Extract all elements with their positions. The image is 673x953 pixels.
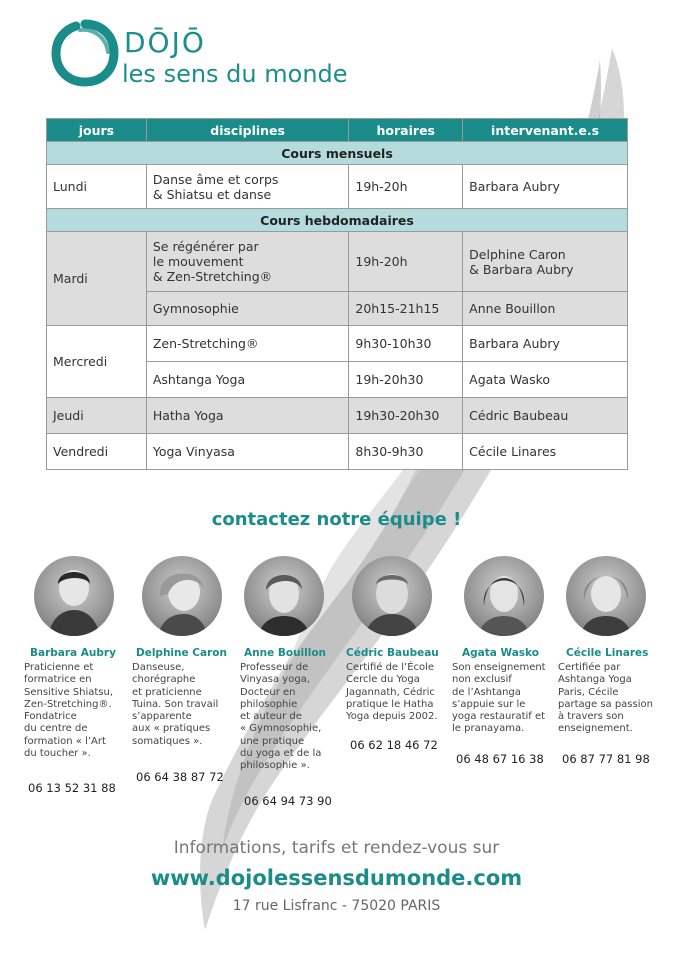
avatar bbox=[352, 556, 432, 636]
brand-title: DŌJŌ bbox=[124, 26, 206, 59]
discipline-line: Se régénérer par bbox=[152, 239, 259, 254]
bio-line: Tuina. Son travail bbox=[132, 698, 219, 710]
brand-logo bbox=[50, 18, 370, 98]
avatar bbox=[142, 556, 222, 636]
discipline-cell: Ashtanga Yoga bbox=[146, 362, 349, 398]
discipline-line: Danse âme et corps bbox=[152, 171, 279, 187]
teacher-cell: Barbara Aubry bbox=[463, 165, 628, 209]
member-bio bbox=[452, 662, 562, 736]
member-phone[interactable]: 06 64 38 87 72 bbox=[136, 770, 224, 784]
bio-line: Paris, Cécile bbox=[558, 686, 619, 698]
day-cell: Mardi bbox=[47, 232, 147, 326]
bio-line: formation « l’Art bbox=[24, 735, 106, 747]
avatar bbox=[34, 556, 114, 636]
day-cell: Lundi bbox=[47, 165, 147, 209]
member-name: Barbara Aubry bbox=[30, 647, 116, 659]
member-phone[interactable]: 06 48 67 16 38 bbox=[456, 752, 544, 766]
table-row bbox=[47, 434, 628, 470]
discipline-cell: Hatha Yoga bbox=[146, 398, 349, 434]
bio-line: Zen-Stretching®. bbox=[24, 698, 112, 710]
time-cell: 19h-20h30 bbox=[349, 362, 463, 398]
time-cell: 19h-20h bbox=[349, 165, 463, 209]
bio-line: Fondatrice bbox=[24, 711, 77, 723]
table-row bbox=[47, 326, 628, 362]
bio-line: Son enseignement bbox=[452, 662, 546, 673]
bio-line: somatiques ». bbox=[132, 735, 203, 747]
bio-line: philosophie bbox=[240, 698, 298, 710]
discipline-cell bbox=[146, 165, 349, 209]
section-row bbox=[47, 209, 628, 232]
bio-line: non exclusif bbox=[452, 674, 512, 686]
bio-line: Ashtanga Yoga bbox=[558, 674, 632, 686]
bio-line: le pranayama. bbox=[452, 723, 525, 735]
bio-line: à travers son bbox=[558, 711, 624, 723]
bio-line: Certifiée par bbox=[558, 662, 621, 673]
bio-line: chorégraphe bbox=[132, 674, 196, 686]
bio-line: s’apparente bbox=[132, 711, 192, 723]
bio-line: « Gymnosophie, bbox=[240, 723, 322, 735]
discipline-cell bbox=[146, 232, 349, 292]
member-name: Cécile Linares bbox=[566, 647, 649, 659]
section-weekly: Cours hebdomadaires bbox=[47, 209, 628, 232]
contact-heading: contactez notre équipe ! bbox=[211, 509, 462, 530]
bio-line: yoga restauratif et bbox=[452, 711, 546, 723]
member-name: Agata Wasko bbox=[462, 647, 539, 659]
discipline-cell: Zen-Stretching® bbox=[146, 326, 349, 362]
bio-line: Sensitive Shiatsu, bbox=[24, 686, 114, 698]
header-times: horaires bbox=[349, 119, 463, 142]
brand-subtitle: les sens du monde bbox=[122, 60, 348, 88]
info-line: Informations, tarifs et rendez-vous sur bbox=[173, 838, 500, 858]
discipline-line: & Shiatsu et danse bbox=[152, 186, 272, 202]
member-name: Cédric Baubeau bbox=[346, 647, 439, 659]
bio-line: du yoga et de la bbox=[240, 748, 322, 760]
member-phone[interactable]: 06 87 77 81 98 bbox=[562, 752, 650, 766]
discipline-line: le mouvement bbox=[152, 254, 244, 269]
bio-line: et auteur de bbox=[240, 711, 302, 723]
bio-line: Vinyasa yoga, bbox=[240, 674, 310, 686]
website-link[interactable]: www.dojolessensdumonde.com bbox=[150, 866, 523, 890]
teacher-line: & Barbara Aubry bbox=[469, 261, 574, 277]
header-disciplines: disciplines bbox=[146, 119, 349, 142]
teacher-line: Delphine Caron bbox=[469, 246, 566, 262]
day-cell: Jeudi bbox=[47, 398, 147, 434]
member-bio bbox=[558, 662, 670, 736]
bio-line: partage sa passion bbox=[558, 698, 653, 710]
avatar bbox=[464, 556, 544, 636]
bio-line: Jagannath, Cédric bbox=[346, 686, 435, 698]
time-cell: 20h15-21h15 bbox=[349, 292, 463, 326]
member-bio bbox=[24, 662, 132, 760]
bio-line: aux « pratiques bbox=[132, 723, 211, 735]
discipline-cell: Yoga Vinyasa bbox=[146, 434, 349, 470]
member-bio bbox=[346, 662, 456, 723]
bio-line: s’appuie sur le bbox=[452, 698, 526, 710]
member-name: Delphine Caron bbox=[136, 647, 227, 659]
bio-line: Docteur en bbox=[240, 686, 296, 698]
time-cell: 8h30-9h30 bbox=[349, 434, 463, 470]
enso-circle-icon bbox=[50, 18, 120, 88]
teacher-cell: Agata Wasko bbox=[463, 362, 628, 398]
address: 17 rue Lisfranc - 75020 PARIS bbox=[232, 898, 441, 914]
bio-line: philosophie ». bbox=[240, 760, 310, 772]
header-days: jours bbox=[47, 119, 147, 142]
bio-line: Yoga depuis 2002. bbox=[346, 711, 438, 723]
bio-line: du centre de bbox=[24, 723, 88, 735]
bio-line: formatrice en bbox=[24, 674, 92, 686]
member-name: Anne Bouillon bbox=[244, 647, 327, 659]
teacher-cell: Anne Bouillon bbox=[463, 292, 628, 326]
bio-line: une pratique bbox=[240, 735, 305, 747]
teacher-cell: Cédric Baubeau bbox=[463, 398, 628, 434]
avatar bbox=[244, 556, 324, 636]
bio-line: Professeur de bbox=[240, 662, 309, 673]
bio-line: enseignement. bbox=[558, 723, 633, 735]
day-cell: Vendredi bbox=[47, 434, 147, 470]
table-header-row bbox=[47, 119, 628, 142]
table-row bbox=[47, 232, 628, 292]
bio-line: Certifié de l’École bbox=[346, 662, 435, 673]
bio-line: Cercle du Yoga bbox=[346, 674, 420, 686]
time-cell: 9h30-10h30 bbox=[349, 326, 463, 362]
header-teachers: intervenant.e.s bbox=[463, 119, 628, 142]
time-cell: 19h30-20h30 bbox=[349, 398, 463, 434]
member-phone[interactable]: 06 64 94 73 90 bbox=[244, 794, 332, 808]
schedule-table bbox=[46, 118, 628, 470]
bio-line: et praticienne bbox=[132, 686, 202, 698]
teacher-cell: Barbara Aubry bbox=[463, 326, 628, 362]
bio-line: pratique le Hatha bbox=[346, 698, 434, 710]
section-monthly: Cours mensuels bbox=[47, 142, 628, 165]
bio-line: Praticienne et bbox=[24, 662, 94, 673]
member-phone[interactable]: 06 13 52 31 88 bbox=[28, 781, 116, 795]
member-phone[interactable]: 06 62 18 46 72 bbox=[350, 738, 438, 752]
bio-line: Danseuse, bbox=[132, 662, 185, 673]
section-row bbox=[47, 142, 628, 165]
bio-line: de l’Ashtanga bbox=[452, 686, 521, 698]
teacher-cell bbox=[463, 232, 628, 292]
avatar bbox=[566, 556, 646, 636]
time-cell: 19h-20h bbox=[349, 232, 463, 292]
discipline-cell: Gymnosophie bbox=[146, 292, 349, 326]
bio-line: du toucher ». bbox=[24, 748, 91, 760]
teacher-cell: Cécile Linares bbox=[463, 434, 628, 470]
day-cell: Mercredi bbox=[47, 326, 147, 398]
table-row bbox=[47, 398, 628, 434]
member-bio bbox=[240, 662, 348, 773]
discipline-line: & Zen-Stretching® bbox=[152, 269, 273, 284]
table-row bbox=[47, 165, 628, 209]
member-bio bbox=[132, 662, 240, 748]
